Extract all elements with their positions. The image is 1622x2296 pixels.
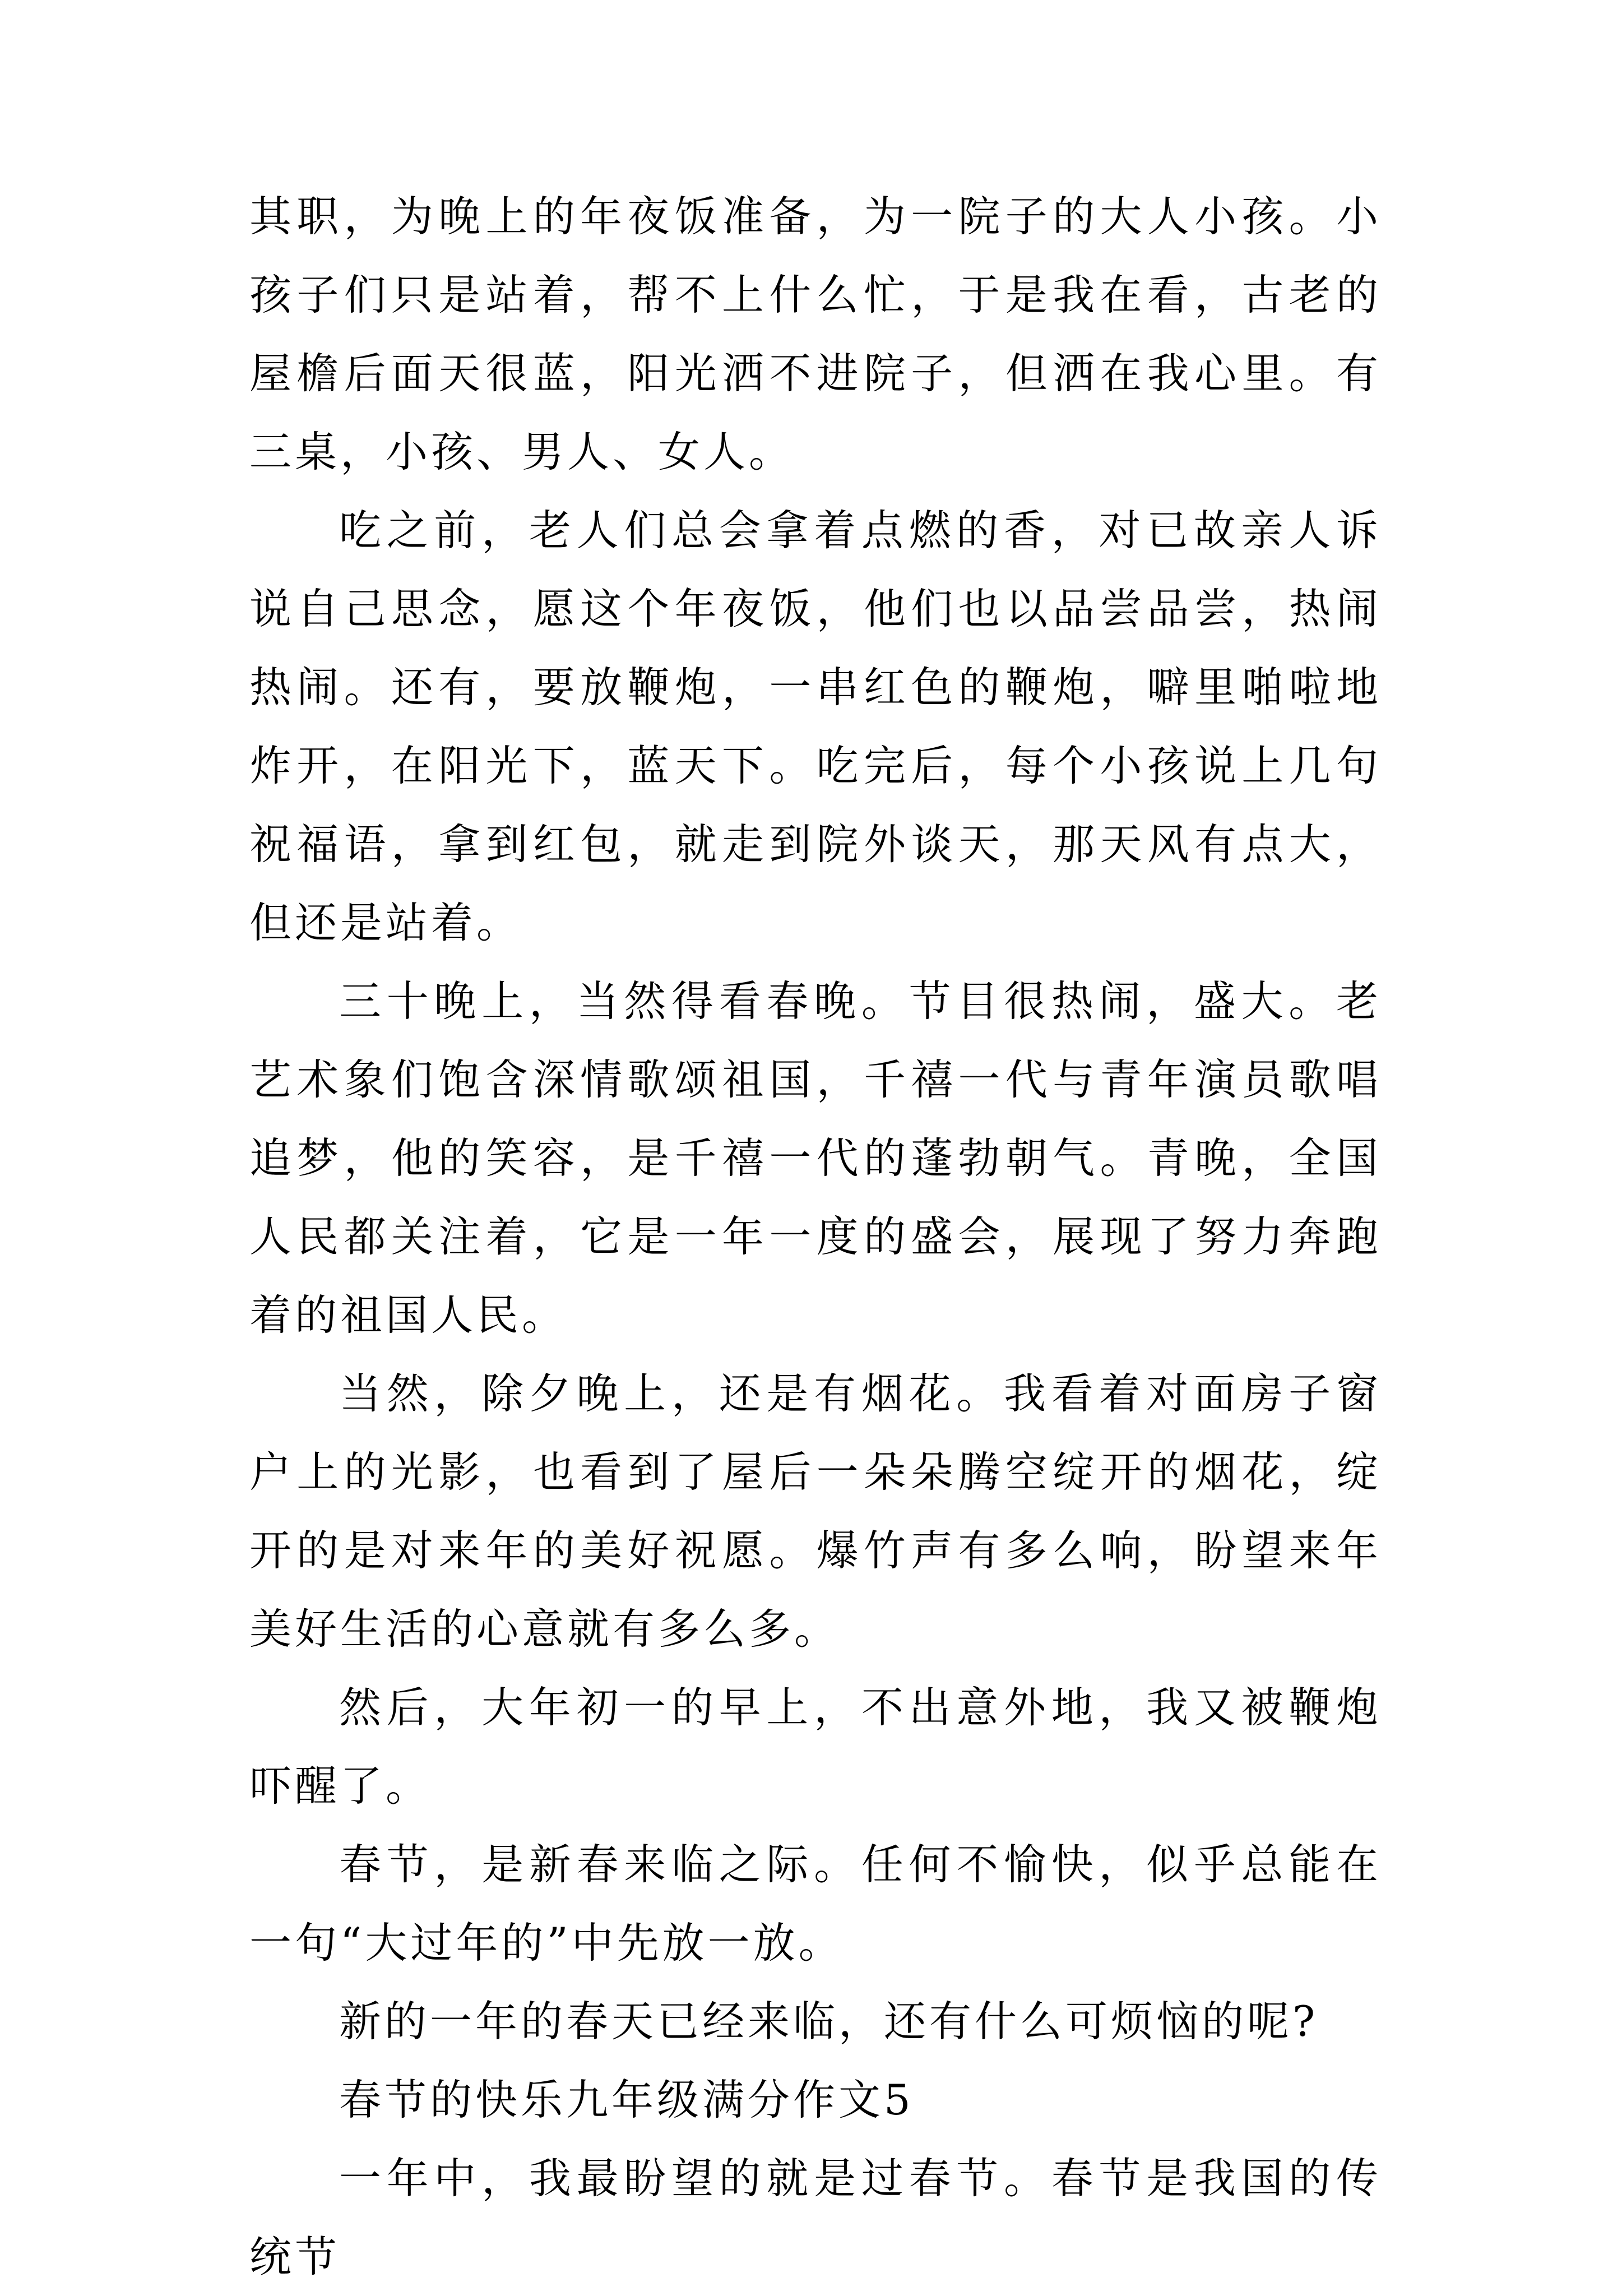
paragraph: 然后，大年初一的早上，不出意外地，我又被鞭炮吓醒了。 bbox=[249, 1683, 1382, 1811]
section-heading: 春节的快乐九年级满分作文5 bbox=[339, 2075, 914, 2124]
paragraph: 新的一年的春天已经来临，还有什么可烦恼的呢? bbox=[339, 1997, 1319, 2046]
essay-body bbox=[249, 177, 1382, 2296]
paragraph: 春节，是新春来临之际。任何不愉快，似乎总能在一句“大过年的”中先放一放。 bbox=[249, 1840, 1382, 1968]
paragraph: 其职，为晚上的年夜饭准备，为一院子的大人小孩。小孩子们只是站着，帮不上什么忙，于是我在看，古老的屋檐后面天很蓝，阳光洒不进院子，但洒在我心里。有三桌，小孩、男人、女人。 bbox=[249, 192, 1382, 476]
paragraph: 三十晚上，当然得看春晚。节目很热闹，盛大。老艺术象们饱含深情歌颂祖国，千禧一代与青年演员歌唱追梦，他的笑容，是千禧一代的蓬勃朝气。青晚，全国人民都关注着，它是一年一度的盛会，展现了努力奔跑着的祖国人民。 bbox=[249, 976, 1382, 1340]
paragraph: 吃之前，老人们总会拿着点燃的香，对已故亲人诉说自己思念，愿这个年夜饭，他们也以品尝品尝，热闹热闹。还有，要放鞭炮，一串红色的鞭炮，噼里啪啦地炸开，在阳光下，蓝天下。吃完后，每个小孩说上几句祝福语，拿到红包，就走到院外谈天，那天风有点大，但还是站着。 bbox=[249, 506, 1382, 947]
paragraph: 一年中，我最盼望的就是过春节。春节是我国的传统节 bbox=[249, 2154, 1382, 2281]
paragraph: 当然，除夕晚上，还是有烟花。我看着对面房子窗户上的光影，也看到了屋后一朵朵腾空绽开的烟花，绽开的是对来年的美好祝愿。爆竹声有多么响，盼望来年美好生活的心意就有多么多。 bbox=[249, 1369, 1382, 1654]
